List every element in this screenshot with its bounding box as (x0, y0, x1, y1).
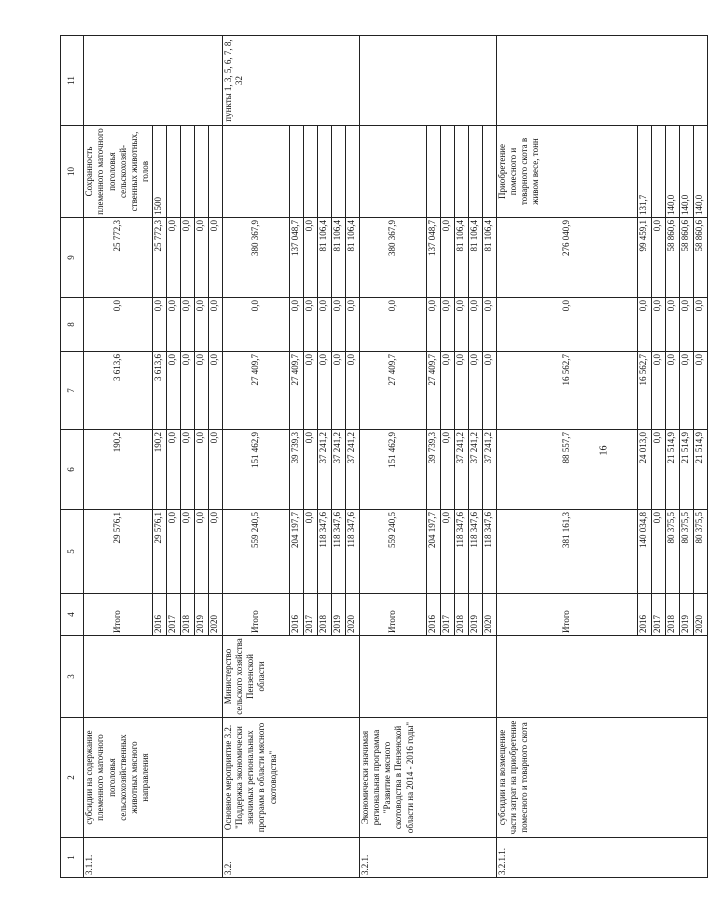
table-body (61, 36, 708, 878)
note-text: пункты 1, 3, 5, 6, 7, 8, 32 (222, 36, 359, 126)
indicator-value (454, 126, 468, 218)
year-cell: 2020 (693, 594, 707, 636)
total-budget: 29 576,1 (152, 510, 166, 594)
local-budget: 0,0 (637, 298, 651, 352)
row-code: 3.2.1. (359, 838, 496, 878)
total-label: Итого (222, 594, 289, 636)
indicator-value: 140,0 (679, 126, 693, 218)
row-title: субсидии на возмещение части затрат на приобретение помесного и товарного скота (496, 718, 707, 838)
federal-budget: 37 241,2 (331, 430, 345, 510)
total-budget: 118 347,6 (468, 510, 482, 594)
extra-budget: 0,0 (440, 218, 454, 298)
local-budget: 0,0 (166, 298, 180, 352)
local-budget: 0,0 (468, 298, 482, 352)
indicator-value (482, 126, 496, 218)
row-code: 3.2.1.1. (496, 838, 707, 878)
total-label: Итого (84, 594, 153, 636)
note-text (496, 36, 707, 126)
row-title: Основное мероприятие 3.2. "Поддержка экономически значимых региональных программ в области мясного скотоводства" (222, 718, 359, 838)
federal-budget: 0,0 (303, 430, 317, 510)
table-row (222, 36, 289, 878)
total-budget: 118 347,6 (331, 510, 345, 594)
regional-budget: 16 562,7 (496, 352, 637, 430)
indicator-value (440, 126, 454, 218)
federal-budget: 0,0 (194, 430, 208, 510)
year-cell: 2019 (468, 594, 482, 636)
year-cell: 2017 (651, 594, 665, 636)
year-cell: 2019 (679, 594, 693, 636)
total-budget: 118 347,6 (482, 510, 496, 594)
total-budget: 118 347,6 (454, 510, 468, 594)
federal-budget: 21 514,9 (665, 430, 679, 510)
extra-budget: 58 860,6 (693, 218, 707, 298)
column-number-row (61, 36, 84, 878)
regional-budget: 27 409,7 (359, 352, 426, 430)
regional-budget: 0,0 (303, 352, 317, 430)
year-cell: 2018 (180, 594, 194, 636)
indicator-value (166, 126, 180, 218)
regional-budget: 27 409,7 (289, 352, 303, 430)
col-num-1: 1 (61, 838, 84, 878)
federal-budget: 39 739,3 (426, 430, 440, 510)
row-code: 3.1.1. (84, 838, 223, 878)
federal-budget: 37 241,2 (345, 430, 359, 510)
total-budget: 0,0 (194, 510, 208, 594)
col-num-6: 6 (61, 430, 84, 510)
total-label: Итого (359, 594, 426, 636)
federal-budget: 0,0 (440, 430, 454, 510)
federal-budget: 24 013,0 (637, 430, 651, 510)
extra-budget: 137 048,7 (426, 218, 440, 298)
extra-budget: 81 106,4 (345, 218, 359, 298)
extra-budget: 81 106,4 (454, 218, 468, 298)
indicator-value (303, 126, 317, 218)
local-budget: 0,0 (440, 298, 454, 352)
regional-budget: 0,0 (679, 352, 693, 430)
col-num-2: 2 (61, 718, 84, 838)
extra-budget: 276 040,9 (496, 218, 637, 298)
col-num-10: 10 (61, 126, 84, 218)
regional-budget: 0,0 (317, 352, 331, 430)
local-budget: 0,0 (426, 298, 440, 352)
year-cell: 2019 (194, 594, 208, 636)
year-cell: 2016 (426, 594, 440, 636)
federal-budget: 0,0 (166, 430, 180, 510)
local-budget: 0,0 (665, 298, 679, 352)
indicator-value (468, 126, 482, 218)
extra-budget: 137 048,7 (289, 218, 303, 298)
extra-budget: 81 106,4 (468, 218, 482, 298)
regional-budget: 0,0 (693, 352, 707, 430)
federal-budget: 0,0 (180, 430, 194, 510)
regional-budget: 0,0 (331, 352, 345, 430)
federal-budget: 37 241,2 (482, 430, 496, 510)
col-num-11: 11 (61, 36, 84, 126)
total-budget: 80 375,5 (693, 510, 707, 594)
indicator-text (222, 126, 289, 218)
total-budget: 80 375,5 (679, 510, 693, 594)
total-budget: 140 034,8 (637, 510, 651, 594)
regional-budget: 0,0 (651, 352, 665, 430)
federal-budget: 151 462,9 (222, 430, 289, 510)
federal-budget: 21 514,9 (693, 430, 707, 510)
col-num-4: 4 (61, 594, 84, 636)
extra-budget: 380 367,9 (222, 218, 289, 298)
note-text (359, 36, 496, 126)
year-cell: 2016 (152, 594, 166, 636)
regional-budget: 0,0 (440, 352, 454, 430)
total-budget: 0,0 (208, 510, 222, 594)
indicator-value (194, 126, 208, 218)
indicator-value: 140,0 (693, 126, 707, 218)
indicator-value (426, 126, 440, 218)
local-budget: 0,0 (331, 298, 345, 352)
regional-budget: 0,0 (468, 352, 482, 430)
program-funding-table (60, 35, 708, 878)
row-executor (496, 636, 707, 718)
regional-budget: 3 613,6 (152, 352, 166, 430)
local-budget: 0,0 (496, 298, 637, 352)
federal-budget: 37 241,2 (317, 430, 331, 510)
local-budget: 0,0 (693, 298, 707, 352)
indicator-value (345, 126, 359, 218)
extra-budget: 81 106,4 (331, 218, 345, 298)
local-budget: 0,0 (317, 298, 331, 352)
year-cell: 2017 (303, 594, 317, 636)
indicator-value: 131,7 (637, 126, 651, 218)
total-budget: 559 240,5 (222, 510, 289, 594)
federal-budget: 21 514,9 (679, 430, 693, 510)
local-budget: 0,0 (345, 298, 359, 352)
indicator-text: Сохранность племенного маточного поголовья сельскохозяй-ственных животных, голов (84, 126, 153, 218)
federal-budget: 0,0 (651, 430, 665, 510)
row-executor (359, 636, 496, 718)
regional-budget: 27 409,7 (426, 352, 440, 430)
extra-budget: 81 106,4 (317, 218, 331, 298)
local-budget: 0,0 (152, 298, 166, 352)
local-budget: 0,0 (679, 298, 693, 352)
year-cell: 2018 (454, 594, 468, 636)
total-label: Итого (496, 594, 637, 636)
extra-budget: 25 772,3 (152, 218, 166, 298)
col-num-7: 7 (61, 352, 84, 430)
regional-budget: 0,0 (180, 352, 194, 430)
total-budget: 0,0 (651, 510, 665, 594)
local-budget: 0,0 (482, 298, 496, 352)
total-budget: 0,0 (166, 510, 180, 594)
total-budget: 0,0 (303, 510, 317, 594)
year-cell: 2020 (345, 594, 359, 636)
federal-budget: 37 241,2 (454, 430, 468, 510)
note-text (84, 36, 223, 126)
local-budget: 0,0 (359, 298, 426, 352)
local-budget: 0,0 (222, 298, 289, 352)
col-num-5: 5 (61, 510, 84, 594)
regional-budget: 0,0 (454, 352, 468, 430)
regional-budget: 0,0 (482, 352, 496, 430)
local-budget: 0,0 (651, 298, 665, 352)
year-cell: 2020 (482, 594, 496, 636)
total-budget: 118 347,6 (317, 510, 331, 594)
table-row (359, 36, 426, 878)
regional-budget: 0,0 (665, 352, 679, 430)
total-budget: 381 161,3 (496, 510, 637, 594)
local-budget: 0,0 (454, 298, 468, 352)
indicator-value (317, 126, 331, 218)
regional-budget: 3 613,6 (84, 352, 153, 430)
total-budget: 204 197,7 (289, 510, 303, 594)
rotated-table-wrapper (60, 36, 705, 878)
col-num-3: 3 (61, 636, 84, 718)
local-budget: 0,0 (289, 298, 303, 352)
federal-budget: 37 241,2 (468, 430, 482, 510)
indicator-text (359, 126, 426, 218)
regional-budget: 0,0 (208, 352, 222, 430)
total-budget: 204 197,7 (426, 510, 440, 594)
extra-budget: 0,0 (180, 218, 194, 298)
extra-budget: 25 772,3 (84, 218, 153, 298)
extra-budget: 58 860,6 (665, 218, 679, 298)
regional-budget: 0,0 (194, 352, 208, 430)
federal-budget: 190,2 (84, 430, 153, 510)
year-cell: 2018 (317, 594, 331, 636)
federal-budget: 151 462,9 (359, 430, 426, 510)
indicator-value (208, 126, 222, 218)
row-executor: Министерство сельского хозяйства Пензенской области (222, 636, 359, 718)
total-budget: 118 347,6 (345, 510, 359, 594)
extra-budget: 99 459,1 (637, 218, 651, 298)
col-num-8: 8 (61, 298, 84, 352)
table-row (84, 36, 153, 878)
indicator-value: 1500 (152, 126, 166, 218)
extra-budget: 81 106,4 (482, 218, 496, 298)
indicator-value: 140,0 (665, 126, 679, 218)
total-budget: 0,0 (180, 510, 194, 594)
extra-budget: 0,0 (166, 218, 180, 298)
federal-budget: 39 739,3 (289, 430, 303, 510)
extra-budget: 58 860,6 (679, 218, 693, 298)
indicator-value (180, 126, 194, 218)
federal-budget: 88 557,7 (496, 430, 637, 510)
total-budget: 559 240,5 (359, 510, 426, 594)
year-cell: 2020 (208, 594, 222, 636)
extra-budget: 0,0 (303, 218, 317, 298)
year-cell: 2016 (289, 594, 303, 636)
extra-budget: 0,0 (651, 218, 665, 298)
regional-budget: 16 562,7 (637, 352, 651, 430)
indicator-text: Приобретение помесного и товарного скота в живом весе, тонн (496, 126, 637, 218)
local-budget: 0,0 (303, 298, 317, 352)
regional-budget: 0,0 (166, 352, 180, 430)
total-budget: 80 375,5 (665, 510, 679, 594)
indicator-value (331, 126, 345, 218)
indicator-value (289, 126, 303, 218)
extra-budget: 0,0 (194, 218, 208, 298)
row-title: Экономически значимая региональная программа "Развитие мясного скотоводства в Пензенской области на 2014 - 2016 годы" (359, 718, 496, 838)
total-budget: 0,0 (440, 510, 454, 594)
year-cell: 2018 (665, 594, 679, 636)
regional-budget: 0,0 (345, 352, 359, 430)
local-budget: 0,0 (84, 298, 153, 352)
local-budget: 0,0 (180, 298, 194, 352)
page-number: 16 (598, 445, 610, 456)
indicator-value (651, 126, 665, 218)
total-budget: 29 576,1 (84, 510, 153, 594)
table-row (496, 36, 637, 878)
row-executor (84, 636, 223, 718)
federal-budget: 190,2 (152, 430, 166, 510)
row-code: 3.2. (222, 838, 359, 878)
local-budget: 0,0 (194, 298, 208, 352)
extra-budget: 380 367,9 (359, 218, 426, 298)
local-budget: 0,0 (208, 298, 222, 352)
col-num-9: 9 (61, 218, 84, 298)
regional-budget: 27 409,7 (222, 352, 289, 430)
year-cell: 2016 (637, 594, 651, 636)
year-cell: 2019 (331, 594, 345, 636)
extra-budget: 0,0 (208, 218, 222, 298)
year-cell: 2017 (166, 594, 180, 636)
row-title: субсидии на содержание племенного маточного поголовья сельскохозяйственных животных мясного направления (84, 718, 223, 838)
year-cell: 2017 (440, 594, 454, 636)
federal-budget: 0,0 (208, 430, 222, 510)
